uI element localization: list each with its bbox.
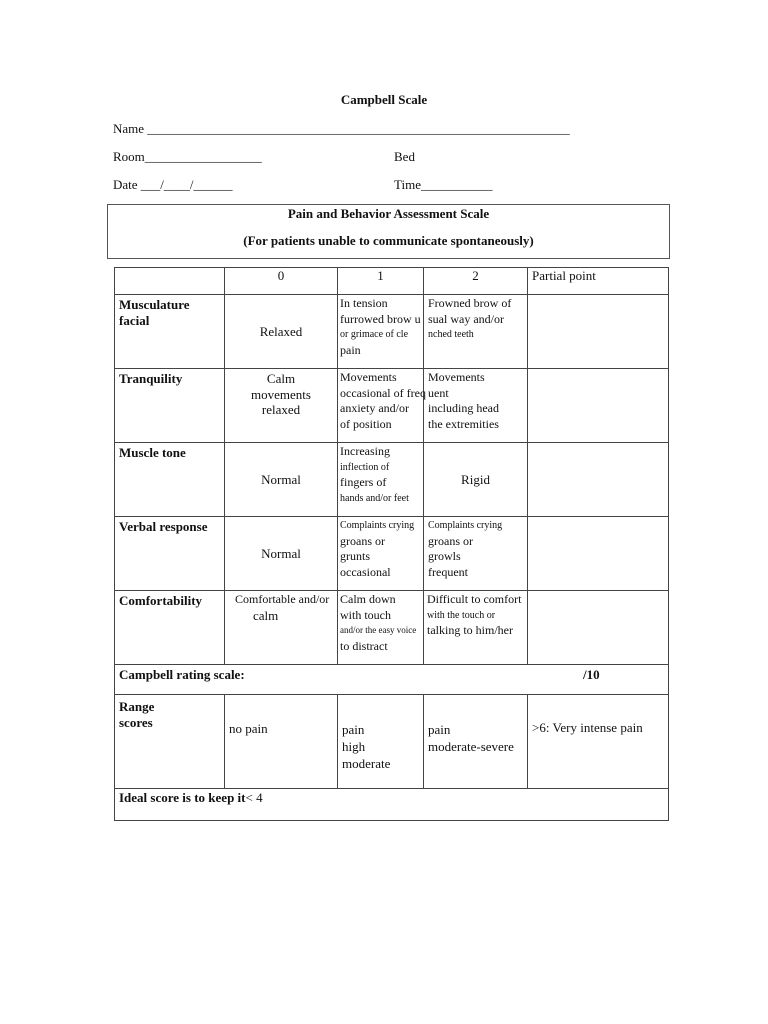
cell-line: occasional bbox=[340, 564, 391, 579]
table-row bbox=[115, 591, 669, 665]
cell-line: Frowned brow of bbox=[428, 296, 512, 310]
table-row bbox=[115, 295, 669, 369]
score-2-cell bbox=[424, 295, 528, 369]
score-2-cell bbox=[424, 517, 528, 591]
column-header: 2 bbox=[424, 268, 528, 295]
bed-label: Bed bbox=[394, 149, 415, 164]
cell-line: of position bbox=[340, 416, 392, 431]
rating-label: Campbell rating scale: bbox=[119, 667, 245, 682]
row-label-line: Range bbox=[119, 699, 155, 714]
cell-line: to distract bbox=[340, 638, 388, 653]
cell-line: fingers of bbox=[340, 475, 387, 489]
cell-line: Calm bbox=[266, 371, 296, 386]
cell-line: Difficult to comfort bbox=[427, 592, 522, 606]
date-field-line[interactable]: Date ___/____/______ bbox=[113, 177, 233, 192]
column-header: 1 bbox=[338, 268, 424, 295]
column-header: Partial point bbox=[528, 268, 669, 295]
cell-line: anxiety and/or bbox=[340, 401, 409, 415]
cell-line: Movements bbox=[340, 370, 397, 384]
ideal-label: Ideal score is to keep it bbox=[119, 790, 246, 805]
row-label-line: Musculature bbox=[119, 297, 190, 312]
assessment-subtitle: (For patients unable to communicate spontaneously) bbox=[243, 233, 534, 248]
range-row bbox=[115, 695, 669, 789]
score-0-cell: Relaxed bbox=[225, 295, 338, 369]
score-2-cell bbox=[424, 591, 528, 665]
cell-line: or grimace of cle bbox=[340, 329, 409, 340]
cell-line: with the touch or bbox=[427, 609, 496, 621]
cell-line: Increasing bbox=[340, 444, 390, 458]
name-field-line[interactable]: Name _________________________________________________________________ bbox=[113, 121, 570, 136]
cell-line: uent bbox=[428, 385, 449, 400]
score-1-cell bbox=[338, 591, 424, 665]
table-row bbox=[115, 369, 669, 443]
cell-line: Movements bbox=[428, 370, 485, 384]
cell-line: with touch bbox=[340, 607, 391, 622]
assessment-header-box bbox=[107, 204, 670, 259]
cell-line: hands and/or feet bbox=[340, 492, 409, 504]
row-label bbox=[115, 295, 225, 369]
row-label-line: facial bbox=[119, 312, 150, 328]
cell-line: relaxed bbox=[261, 402, 301, 417]
row-label bbox=[115, 517, 225, 591]
cell-line: moderate-severe bbox=[428, 739, 514, 754]
cell-line: high bbox=[342, 739, 366, 754]
row-label-line: Comfortability bbox=[119, 593, 203, 608]
score-0-cell bbox=[225, 369, 338, 443]
cell-line: grunts bbox=[340, 549, 370, 563]
rating-cell bbox=[115, 665, 669, 695]
rating-row bbox=[115, 665, 669, 695]
row-label bbox=[115, 591, 225, 665]
cell-line: movements bbox=[251, 386, 311, 402]
cell-line: the extremities bbox=[428, 416, 499, 431]
ideal-value: < 4 bbox=[245, 790, 263, 805]
cell-line: pain bbox=[340, 342, 361, 357]
cell-line: pain bbox=[342, 722, 365, 737]
score-1-cell bbox=[338, 369, 424, 443]
ideal-row bbox=[115, 789, 669, 821]
score-0-cell bbox=[225, 591, 338, 665]
cell-line: Complaints crying bbox=[340, 520, 415, 531]
row-label bbox=[115, 443, 225, 517]
row-label-line: Muscle tone bbox=[119, 445, 186, 460]
cell-line: occasional of freq bbox=[340, 385, 426, 400]
partial-point-cell[interactable] bbox=[528, 369, 669, 443]
ideal-cell bbox=[115, 789, 669, 821]
cell-line: calm bbox=[253, 607, 279, 623]
cell-line: sual way and/or bbox=[428, 311, 504, 326]
partial-point-cell[interactable] bbox=[528, 443, 669, 517]
partial-point-cell[interactable] bbox=[528, 591, 669, 665]
cell-line: growls bbox=[428, 549, 461, 563]
cell-line: Calm down bbox=[340, 592, 396, 606]
cell-line: nched teeth bbox=[428, 329, 474, 340]
cell-line: including head bbox=[428, 401, 499, 415]
cell-line: pain bbox=[428, 722, 451, 737]
row-label bbox=[115, 369, 225, 443]
cell-line: Complaints crying bbox=[428, 520, 503, 531]
row-label-line: Verbal response bbox=[119, 519, 208, 534]
table-row bbox=[115, 443, 669, 517]
score-0-cell: Normal bbox=[225, 517, 338, 591]
table-header-row bbox=[115, 268, 669, 295]
campbell-scale-table bbox=[114, 267, 669, 821]
partial-point-cell[interactable] bbox=[528, 295, 669, 369]
cell-line: groans or bbox=[428, 533, 473, 548]
score-0-cell: Normal bbox=[225, 443, 338, 517]
range-1-cell bbox=[338, 695, 424, 789]
score-1-cell bbox=[338, 517, 424, 591]
row-label bbox=[115, 695, 225, 789]
cell-line: furrowed brow u bbox=[340, 311, 421, 326]
cell-line: groans or bbox=[340, 533, 385, 548]
score-2-cell bbox=[424, 369, 528, 443]
cell-line: and/or the easy voice bbox=[340, 625, 417, 635]
room-field-line[interactable]: Room__________________ bbox=[113, 149, 262, 164]
cell-line: moderate bbox=[342, 756, 391, 771]
header-empty-cell bbox=[115, 268, 225, 295]
score-1-cell bbox=[338, 295, 424, 369]
time-field-line[interactable]: Time___________ bbox=[394, 177, 493, 192]
range-2-cell bbox=[424, 695, 528, 789]
partial-point-cell[interactable] bbox=[528, 517, 669, 591]
score-2-cell: Rigid bbox=[424, 443, 528, 517]
document-title: Campbell Scale bbox=[340, 92, 428, 107]
assessment-title: Pain and Behavior Assessment Scale bbox=[287, 206, 490, 221]
cell-line: frequent bbox=[428, 564, 468, 579]
score-1-cell bbox=[338, 443, 424, 517]
cell-line: Comfortable and/or bbox=[235, 592, 330, 606]
row-label-line: Tranquility bbox=[119, 371, 183, 386]
cell-line: talking to him/her bbox=[427, 623, 513, 637]
row-label-line: scores bbox=[119, 714, 153, 730]
table-row bbox=[115, 517, 669, 591]
cell-line: inflection of bbox=[340, 461, 390, 473]
column-header: 0 bbox=[225, 268, 338, 295]
rating-max: /10 bbox=[583, 667, 600, 682]
range-3-cell: >6: Very intense pain bbox=[528, 695, 669, 789]
range-0-cell: no pain bbox=[225, 695, 338, 789]
cell-line: In tension bbox=[340, 296, 388, 310]
